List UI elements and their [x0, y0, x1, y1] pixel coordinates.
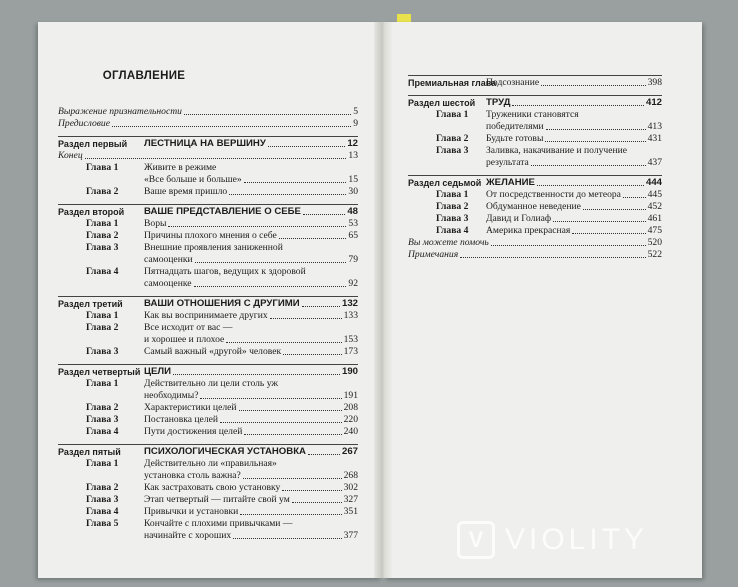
- page-number: 461: [647, 213, 662, 224]
- page-number: 452: [647, 201, 662, 212]
- chapter-label: Глава 1: [86, 162, 119, 173]
- section-rule: [58, 136, 358, 137]
- section-title: ЦЕЛИ: [144, 366, 172, 377]
- chapter-row: [58, 162, 358, 174]
- chapter-title: Воры: [144, 218, 167, 229]
- dot-leader: [194, 286, 347, 287]
- chapter-label: Глава 5: [86, 518, 119, 529]
- page-number: 15: [348, 174, 358, 185]
- chapter-row: [408, 133, 662, 145]
- chapter-label: Глава 4: [86, 266, 119, 277]
- dot-leader: [244, 182, 347, 183]
- chapter-title: Самый важный «другой» человек: [144, 346, 282, 357]
- page-number: 208: [343, 402, 358, 413]
- chapter-row: [58, 506, 358, 518]
- page-number: 268: [343, 470, 358, 481]
- chapter-row: [58, 402, 358, 414]
- chapter-title: Заливка, накачивание и получение: [486, 145, 628, 156]
- chapter-row: [408, 225, 662, 237]
- chapter-row-continued: [58, 254, 358, 266]
- page-number: 92: [348, 278, 358, 289]
- chapter-row: [58, 230, 358, 242]
- chapter-row: [58, 346, 358, 358]
- page-number: 30: [348, 186, 358, 197]
- page-number: 132: [341, 298, 358, 309]
- chapter-title: Характеристики целей: [144, 402, 237, 413]
- chapter-row-continued: [58, 278, 358, 290]
- page-number: 520: [647, 237, 662, 248]
- chapter-row-continued: [58, 334, 358, 346]
- dot-leader: [226, 342, 341, 343]
- dot-leader: [233, 538, 341, 539]
- page-number: 445: [647, 189, 662, 200]
- chapter-label: Глава 2: [86, 482, 119, 493]
- chapter-label: Глава 1: [86, 310, 119, 321]
- chapter-row-continued: [408, 157, 662, 169]
- page-number: 13: [348, 150, 358, 161]
- page-number: 437: [647, 157, 662, 168]
- chapter-title: Привычки и установки: [144, 506, 239, 517]
- intro-row: [58, 106, 358, 118]
- dot-leader: [572, 233, 645, 234]
- chapter-title: От посредственности до метеора: [486, 189, 621, 200]
- dot-leader: [229, 194, 346, 195]
- chapter-label: Глава 2: [436, 201, 469, 212]
- section-title: ЛЕСТНИЦА НА ВЕРШИНУ: [144, 138, 266, 149]
- dot-leader: [195, 262, 347, 263]
- dot-leader: [239, 410, 342, 411]
- chapter-label: Глава 1: [86, 378, 119, 389]
- dot-leader: [302, 306, 340, 307]
- chapter-title-continued: победителями: [486, 121, 544, 132]
- chapter-row-continued: [58, 390, 358, 402]
- chapter-title: Ваше время пришло: [144, 186, 228, 197]
- chapter-title-continued: самооценки: [144, 254, 193, 265]
- page-number: 191: [343, 390, 358, 401]
- page-number: 412: [645, 97, 662, 108]
- chapter-row: [58, 186, 358, 198]
- section-row: [58, 138, 358, 150]
- chapter-title: Действительно ли цели столь уж: [144, 378, 278, 389]
- chapter-label: Глава 2: [86, 322, 119, 333]
- section-label: Раздел седьмой: [408, 178, 482, 188]
- chapter-title: Давид и Голиаф: [486, 213, 552, 224]
- chapter-row: [408, 109, 662, 121]
- dot-leader: [168, 226, 346, 227]
- page-number: 153: [343, 334, 358, 345]
- section-label: Раздел третий: [58, 299, 123, 309]
- dot-leader: [545, 141, 645, 142]
- section-label: Раздел шестой: [408, 98, 476, 108]
- page-number: 267: [341, 446, 358, 457]
- chapter-row: [408, 145, 662, 157]
- violity-logo-icon: V: [457, 521, 495, 559]
- page-number: 220: [343, 414, 358, 425]
- chapter-row-continued: [58, 470, 358, 482]
- section-rule: [58, 364, 358, 365]
- section-row: [58, 206, 358, 218]
- chapter-row: [58, 266, 358, 278]
- chapter-title: Кончайте с плохими привычками —: [144, 518, 293, 529]
- dot-leader: [240, 514, 341, 515]
- section-row: [408, 77, 662, 89]
- chapter-label: Глава 1: [86, 458, 119, 469]
- front-matter-title: Конец: [58, 150, 83, 161]
- page-number: 53: [348, 218, 358, 229]
- section-row: [58, 298, 358, 310]
- section-rule: [408, 175, 662, 176]
- chapter-title-continued: и хорошее и плохое: [144, 334, 225, 345]
- chapter-title: Как вы воспринимаете других: [144, 310, 268, 321]
- section-title: ПСИХОЛОГИЧЕСКАЯ УСТАНОВКА: [144, 446, 306, 457]
- dot-leader: [491, 245, 646, 246]
- chapter-label: Глава 3: [86, 414, 119, 425]
- dot-leader: [623, 197, 646, 198]
- section-title: ТРУД: [486, 97, 511, 108]
- spacer: [58, 358, 358, 362]
- dot-leader: [268, 146, 346, 147]
- section-row: [408, 177, 662, 189]
- dot-leader: [85, 158, 347, 159]
- chapter-label: Глава 2: [86, 230, 119, 241]
- chapter-label: Глава 1: [436, 189, 469, 200]
- front-matter-title: Примечания: [408, 249, 459, 260]
- dot-leader: [200, 398, 341, 399]
- section-rule: [408, 95, 662, 96]
- spacer: [58, 130, 358, 134]
- chapter-row: [58, 494, 358, 506]
- spacer: [58, 290, 358, 294]
- toc-title: ОГЛАВЛЕНИЕ: [102, 70, 186, 82]
- chapter-title: Пятнадцать шагов, ведущих к здоровой: [144, 266, 306, 277]
- chapter-title: Америка прекрасная: [486, 225, 571, 236]
- page-number: 5: [353, 106, 358, 117]
- toc-right: [408, 69, 662, 261]
- chapter-row: [58, 218, 358, 230]
- chapter-label: Глава 3: [436, 213, 469, 224]
- dot-leader: [282, 490, 341, 491]
- spacer: [408, 169, 662, 173]
- chapter-row: [58, 482, 358, 494]
- page-number: 240: [343, 426, 358, 437]
- page-number: 190: [341, 366, 358, 377]
- page-number: 522: [647, 249, 662, 260]
- dot-leader: [112, 126, 351, 127]
- page-number: 413: [647, 121, 662, 132]
- section-label: Раздел второй: [58, 207, 125, 217]
- chapter-label: Глава 4: [436, 225, 469, 236]
- front-matter-title: Предисловие: [58, 118, 110, 129]
- chapter-title: Все исходит от вас —: [144, 322, 233, 333]
- chapter-row: [58, 322, 358, 334]
- page-number: 475: [647, 225, 662, 236]
- chapter-row: [58, 378, 358, 390]
- chapter-label: Глава 3: [436, 145, 469, 156]
- section-title: ВАШИ ОТНОШЕНИЯ С ДРУГИМИ: [144, 298, 300, 309]
- chapter-title: Будьте готовы: [486, 133, 544, 144]
- chapter-title: Действительно ли «правильная»: [144, 458, 277, 469]
- section-rule: [58, 204, 358, 205]
- dot-leader: [244, 434, 341, 435]
- chapter-title: Как застраховать свою установку: [144, 482, 281, 493]
- chapter-title-continued: самооценке: [144, 278, 192, 289]
- dot-leader: [292, 502, 342, 503]
- watermark: [457, 521, 648, 559]
- page-number: 133: [343, 310, 358, 321]
- section-row: [58, 366, 358, 378]
- section-rule: [58, 296, 358, 297]
- chapter-label: Глава 3: [86, 494, 119, 505]
- dot-leader: [460, 257, 645, 258]
- chapter-title: Причины плохого мнения о себе: [144, 230, 277, 241]
- chapter-title-continued: установка столь важна?: [144, 470, 241, 481]
- dot-leader: [553, 221, 646, 222]
- page-number: 327: [343, 494, 358, 505]
- dot-leader: [243, 478, 342, 479]
- section-label: Раздел четвертый: [58, 367, 141, 377]
- chapter-title: Обдуманное неведение: [486, 201, 581, 212]
- front-matter-title: Выражение признательности: [58, 106, 182, 117]
- chapter-title-continued: результата: [486, 157, 529, 168]
- chapter-label: Глава 2: [86, 186, 119, 197]
- chapter-label: Глава 3: [86, 346, 119, 357]
- dot-leader: [512, 105, 644, 106]
- intro-row: [408, 249, 662, 261]
- chapter-row: [58, 414, 358, 426]
- dot-leader: [583, 209, 646, 210]
- chapter-label: Глава 2: [86, 402, 119, 413]
- chapter-label: Глава 3: [86, 242, 119, 253]
- section-label: Премиальная глава: [408, 78, 497, 88]
- chapter-label: Глава 4: [86, 506, 119, 517]
- spacer: [58, 438, 358, 442]
- page-number: 12: [347, 138, 358, 149]
- intro-row: [58, 118, 358, 130]
- chapter-row-continued: [58, 530, 358, 542]
- chapter-title: Пути достижения целей: [144, 426, 243, 437]
- chapter-row: [58, 518, 358, 530]
- page-number: 79: [348, 254, 358, 265]
- chapter-label: Глава 1: [86, 218, 119, 229]
- intro-row: [58, 150, 358, 162]
- chapter-row: [58, 426, 358, 438]
- dot-leader: [283, 354, 341, 355]
- section-rule: [58, 444, 358, 445]
- chapter-label: Глава 2: [436, 133, 469, 144]
- section-title: ВАШЕ ПРЕДСТАВЛЕНИЕ О СЕБЕ: [144, 206, 301, 217]
- chapter-label: Глава 4: [86, 426, 119, 437]
- chapter-title-continued: начинайте с хороших: [144, 530, 232, 541]
- page-number: 351: [343, 506, 358, 517]
- page-number: 377: [343, 530, 358, 541]
- page-number: 398: [647, 77, 662, 88]
- chapter-row: [408, 201, 662, 213]
- dot-leader: [173, 374, 340, 375]
- intro-row: [408, 237, 662, 249]
- page-number: 9: [353, 118, 358, 129]
- page-number: 302: [343, 482, 358, 493]
- section-rule: [408, 75, 662, 76]
- spacer: [58, 198, 358, 202]
- dot-leader: [270, 318, 342, 319]
- page-number: 48: [347, 206, 358, 217]
- chapter-label: Глава 1: [436, 109, 469, 120]
- page-number: 173: [343, 346, 358, 357]
- chapter-title: Внешние проявления заниженной: [144, 242, 283, 253]
- section-title: ЖЕЛАНИЕ: [486, 177, 535, 188]
- dot-leader: [531, 165, 646, 166]
- chapter-row: [408, 213, 662, 225]
- chapter-title: Этап четвертый — питайте свой ум: [144, 494, 290, 505]
- dot-leader: [220, 422, 342, 423]
- spacer: [408, 69, 662, 73]
- chapter-title: Живите в режиме: [144, 162, 217, 173]
- chapter-row: [58, 242, 358, 254]
- front-matter-title: Вы можете помочь: [408, 237, 489, 248]
- toc-left: [58, 106, 358, 542]
- chapter-title: Постановка целей: [144, 414, 218, 425]
- chapter-title-continued: необходимы?: [144, 390, 199, 401]
- chapter-row-continued: [58, 174, 358, 186]
- dot-leader: [303, 214, 345, 215]
- chapter-row-continued: [408, 121, 662, 133]
- section-label: Раздел первый: [58, 139, 128, 149]
- dot-leader: [184, 114, 351, 115]
- chapter-title: Труженики становятся: [486, 109, 579, 120]
- dot-leader: [279, 238, 347, 239]
- chapter-row: [408, 189, 662, 201]
- page-number: 431: [647, 133, 662, 144]
- section-row: [408, 97, 662, 109]
- chapter-row: [58, 310, 358, 322]
- page-number: 444: [645, 177, 662, 188]
- dot-leader: [546, 129, 646, 130]
- book-gutter: [374, 22, 392, 578]
- spacer: [408, 89, 662, 93]
- section-title: Подсознание: [486, 77, 540, 88]
- watermark-text: VIOLITY: [505, 523, 649, 556]
- chapter-row: [58, 458, 358, 470]
- section-label: Раздел пятый: [58, 447, 121, 457]
- section-row: [58, 446, 358, 458]
- dot-leader: [537, 185, 644, 186]
- dot-leader: [308, 454, 340, 455]
- dot-leader: [541, 85, 646, 86]
- page-number: 65: [348, 230, 358, 241]
- chapter-title-continued: «Все больше и больше»: [144, 174, 242, 185]
